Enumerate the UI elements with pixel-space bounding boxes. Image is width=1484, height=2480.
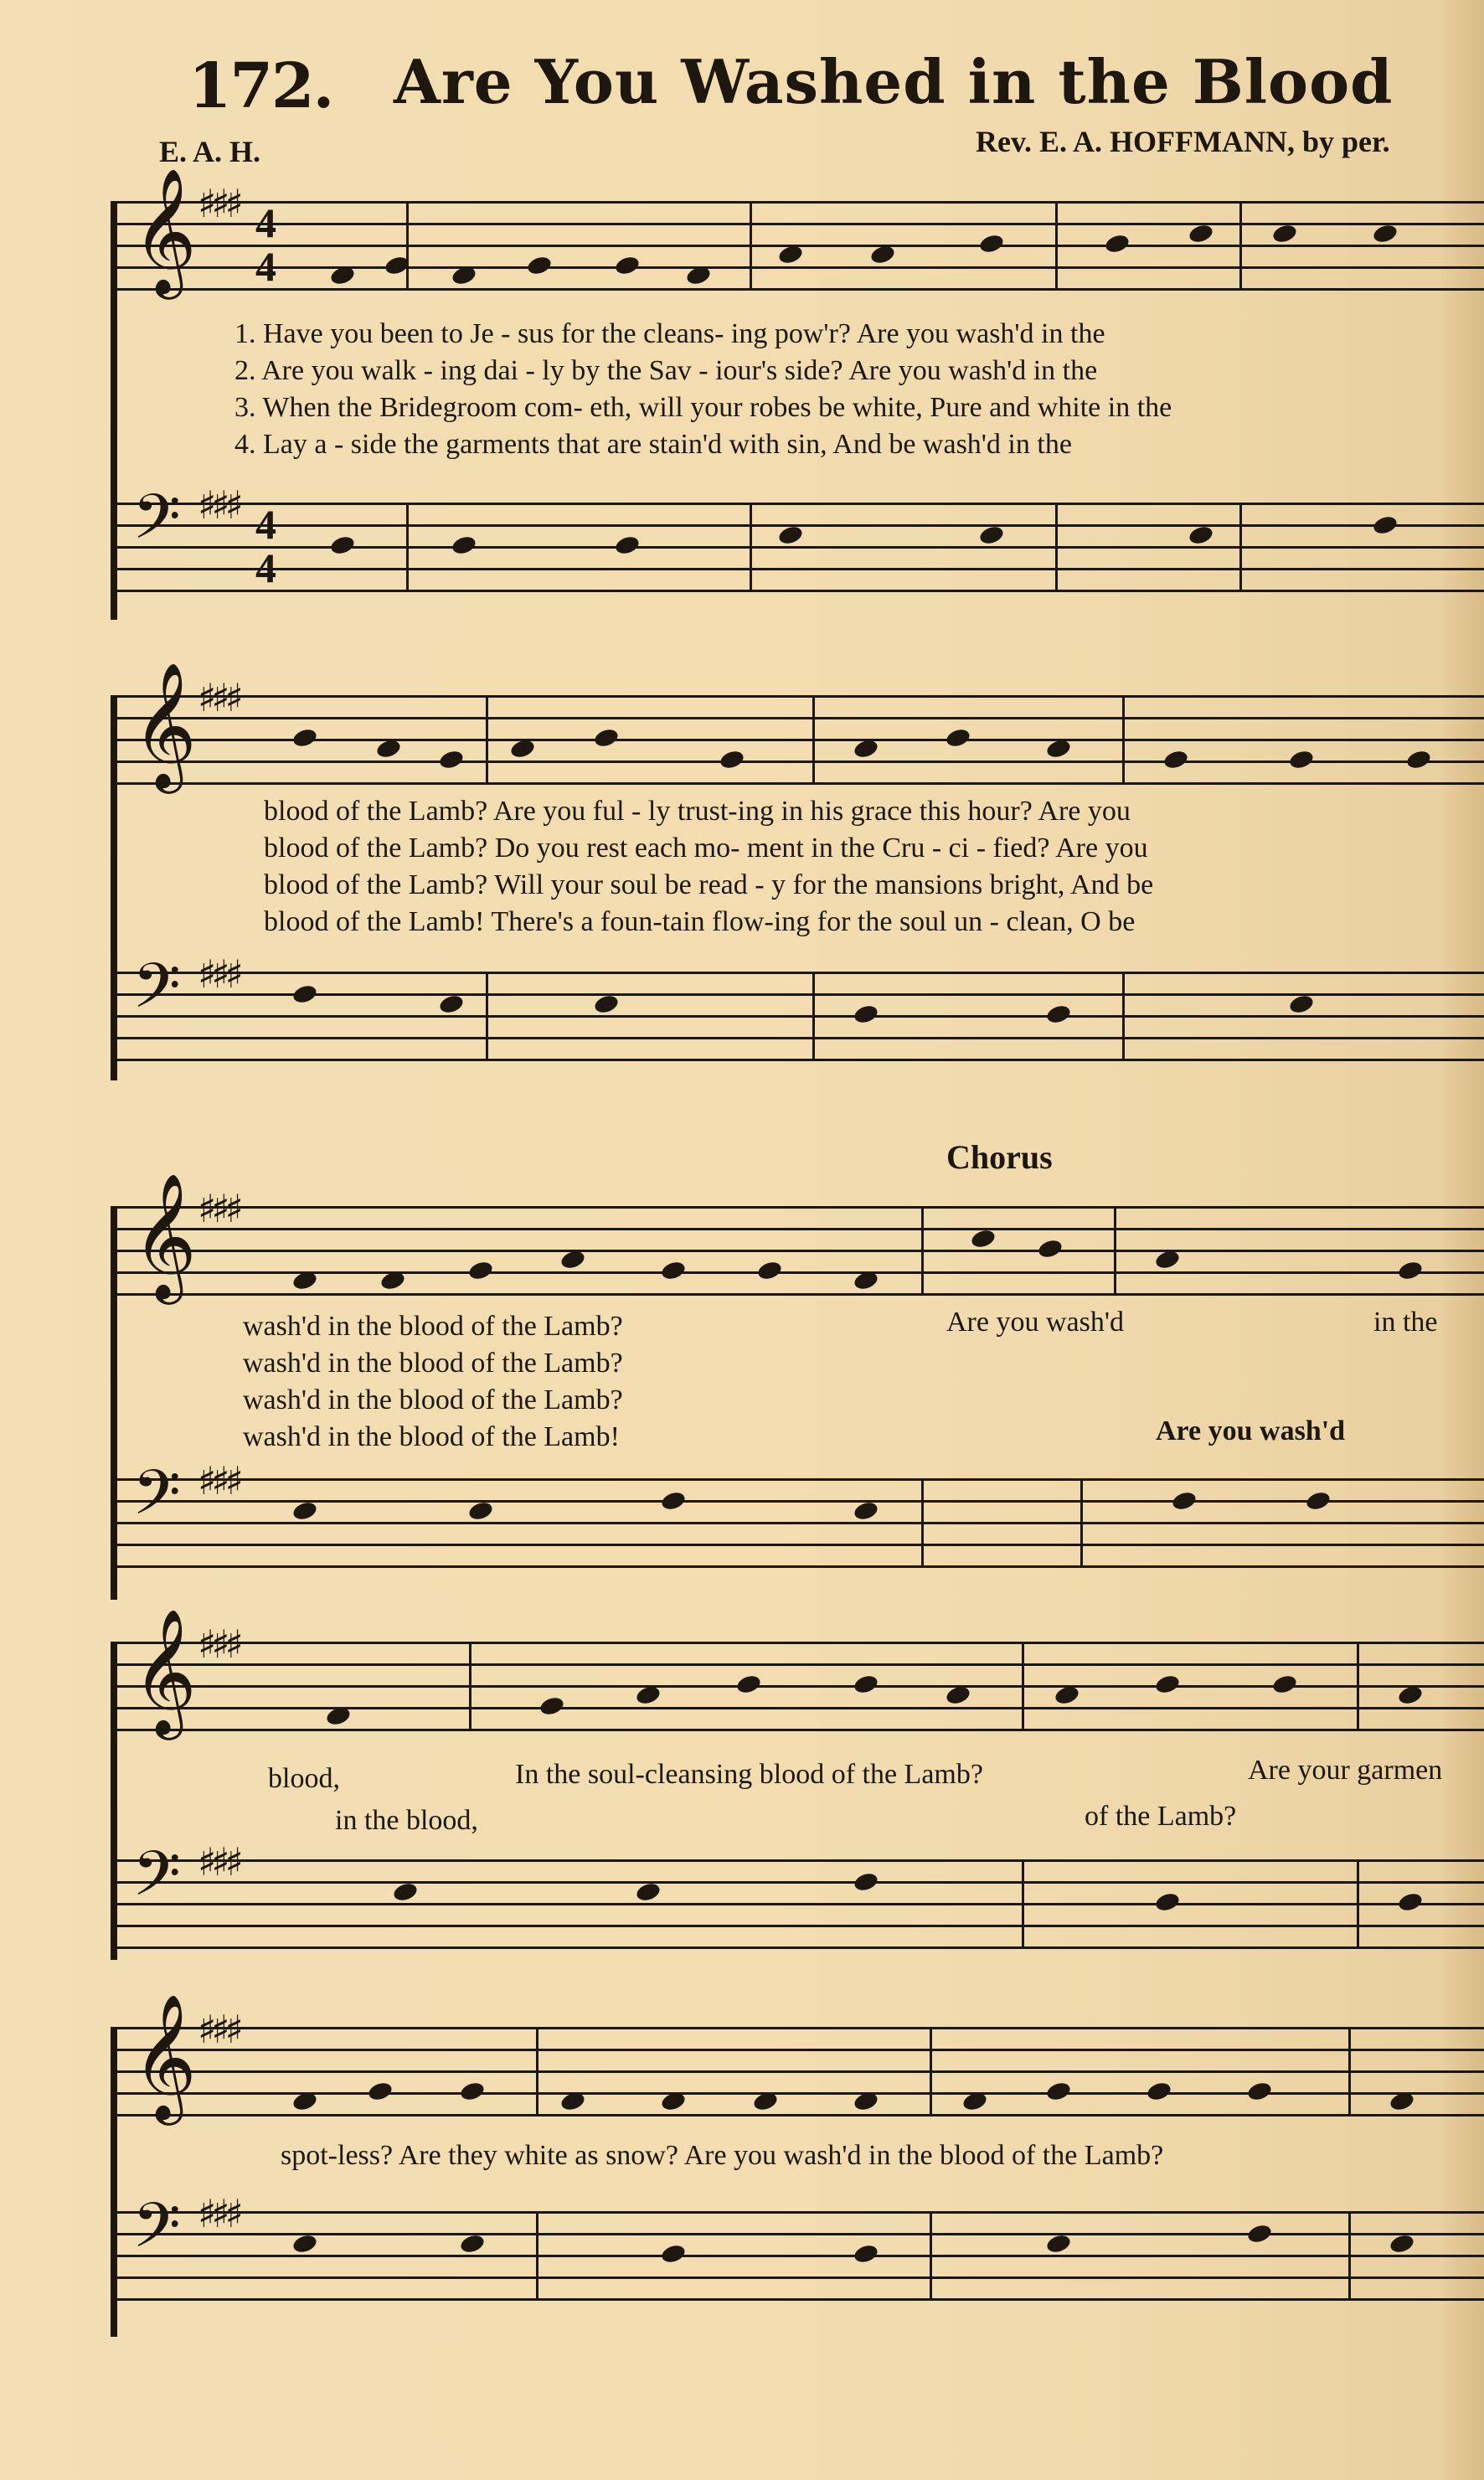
note-icon bbox=[1154, 1673, 1181, 1695]
verse-line: 2. Are you walk - ing dai - ly by the Sav - iour's side? Are you wash'd in the bbox=[234, 355, 1098, 386]
barline bbox=[1080, 1478, 1083, 1568]
barline bbox=[1122, 695, 1125, 785]
title-row bbox=[188, 42, 1434, 126]
note-icon bbox=[1171, 1490, 1198, 1512]
barline bbox=[1239, 201, 1242, 291]
note-icon bbox=[1037, 1238, 1064, 1260]
chorus-lyric: blood, bbox=[268, 1763, 340, 1794]
note-icon bbox=[1271, 223, 1298, 245]
barline bbox=[921, 1478, 924, 1568]
system-bracket bbox=[111, 1206, 117, 1600]
key-signature-icon: ♯♯♯ bbox=[198, 2191, 239, 2236]
note-icon bbox=[538, 1695, 565, 1717]
barline bbox=[1348, 2211, 1351, 2301]
chorus-lyric: Are your garmen bbox=[1248, 1755, 1443, 1786]
bass-clef-icon: 𝄢 bbox=[132, 2189, 181, 2277]
note-icon bbox=[685, 265, 712, 286]
barline bbox=[536, 2027, 538, 2117]
chorus-upper-lyric-end: in the bbox=[1373, 1307, 1438, 1338]
note-icon bbox=[614, 534, 641, 556]
note-icon bbox=[1305, 1490, 1332, 1512]
barline bbox=[536, 2211, 538, 2301]
verse-lyrics bbox=[117, 796, 1484, 943]
barline bbox=[406, 201, 409, 291]
hymn-number: 172. bbox=[188, 50, 333, 122]
bass-staff bbox=[117, 481, 1484, 595]
note-icon bbox=[1162, 749, 1189, 771]
note-icon bbox=[1045, 2233, 1072, 2255]
barline bbox=[1055, 503, 1058, 592]
note-icon bbox=[438, 993, 465, 1015]
barline bbox=[1239, 503, 1242, 592]
verse-line: 3. When the Bridegroom com- eth, will your robes be white, Pure and white in the bbox=[234, 392, 1172, 423]
note-icon bbox=[291, 1270, 318, 1292]
note-icon bbox=[1045, 738, 1072, 760]
verse-line: 4. Lay a - side the garments that are stain'd with sin, And be wash'd in the bbox=[234, 429, 1072, 460]
chorus-lyric: of the Lamb? bbox=[1085, 1801, 1237, 1832]
note-icon bbox=[1288, 749, 1315, 771]
note-icon bbox=[777, 524, 804, 546]
verse-line: wash'd in the blood of the Lamb! bbox=[243, 1421, 620, 1452]
note-icon bbox=[853, 2091, 879, 2112]
note-icon bbox=[1372, 514, 1399, 536]
note-icon bbox=[660, 1260, 687, 1281]
chorus-lyric: In the soul-cleansing blood of the Lamb? bbox=[515, 1759, 983, 1790]
bass-staff bbox=[117, 1838, 1484, 1952]
bass-clef-icon: 𝄢 bbox=[132, 481, 181, 569]
note-icon bbox=[853, 1500, 879, 1522]
note-icon bbox=[459, 2233, 486, 2255]
key-signature-icon: ♯♯♯ bbox=[198, 1458, 239, 1503]
note-icon bbox=[660, 2243, 687, 2265]
note-icon bbox=[291, 2233, 318, 2255]
bass-staff bbox=[117, 1457, 1484, 1570]
barline bbox=[1357, 1642, 1359, 1731]
bass-clef-icon: 𝄢 bbox=[132, 950, 181, 1038]
treble-clef-icon: 𝄞 bbox=[132, 167, 197, 294]
verse-line: wash'd in the blood of the Lamb? bbox=[243, 1311, 623, 1342]
note-icon bbox=[719, 749, 745, 771]
note-icon bbox=[660, 2091, 687, 2112]
note-icon bbox=[291, 727, 318, 749]
note-icon bbox=[970, 1228, 997, 1250]
verse-line: blood of the Lamb? Will your soul be read - y for the mansions bright, And be bbox=[264, 869, 1154, 900]
bass-staff bbox=[117, 950, 1484, 1064]
note-icon bbox=[945, 727, 971, 749]
note-icon bbox=[1188, 223, 1214, 245]
note-icon bbox=[752, 2091, 779, 2112]
barline bbox=[486, 972, 488, 1061]
note-icon bbox=[392, 1881, 419, 1903]
note-icon bbox=[459, 2080, 486, 2102]
note-icon bbox=[635, 1684, 662, 1706]
note-icon bbox=[978, 524, 1005, 546]
barline bbox=[406, 503, 409, 592]
key-signature-icon: ♯♯♯ bbox=[198, 2007, 239, 2052]
note-icon bbox=[1146, 2080, 1172, 2102]
treble-staff bbox=[117, 167, 1484, 294]
note-icon bbox=[438, 749, 465, 771]
bass-clef-icon: 𝄢 bbox=[132, 1457, 181, 1544]
treble-staff bbox=[117, 1993, 1484, 2120]
note-icon bbox=[467, 1260, 494, 1281]
key-signature-icon: ♯♯♯ bbox=[198, 1622, 239, 1667]
note-icon bbox=[853, 2243, 879, 2265]
key-signature-icon: ♯♯♯ bbox=[198, 675, 239, 720]
system-bracket bbox=[111, 201, 117, 620]
note-icon bbox=[1372, 223, 1399, 245]
barline bbox=[812, 972, 815, 1061]
note-icon bbox=[614, 255, 641, 276]
note-icon bbox=[1246, 2223, 1273, 2245]
bass-staff bbox=[117, 2189, 1484, 2303]
note-icon bbox=[509, 738, 536, 760]
treble-staff bbox=[117, 1607, 1484, 1735]
note-icon bbox=[756, 1260, 783, 1281]
key-signature-icon: ♯♯♯ bbox=[198, 951, 239, 997]
note-icon bbox=[1389, 2091, 1415, 2112]
barline bbox=[1357, 1859, 1359, 1949]
note-icon bbox=[1045, 1003, 1072, 1025]
system-bracket bbox=[111, 695, 117, 1080]
note-icon bbox=[660, 1490, 687, 1512]
verse-line: wash'd in the blood of the Lamb? bbox=[243, 1384, 623, 1415]
barline bbox=[469, 1642, 471, 1731]
note-icon bbox=[1188, 524, 1214, 546]
note-icon bbox=[325, 1705, 352, 1727]
note-icon bbox=[367, 2080, 394, 2102]
chorus-lyric: spot-less? Are they white as snow? Are you wash'd in the blood of the Lamb? bbox=[281, 2140, 1164, 2171]
note-icon bbox=[593, 727, 620, 749]
verse-line: blood of the Lamb! There's a foun-tain flow-ing for the soul un - clean, O be bbox=[264, 906, 1136, 937]
note-icon bbox=[853, 1871, 879, 1893]
key-signature-icon: ♯♯♯ bbox=[198, 181, 239, 226]
note-icon bbox=[1154, 1891, 1181, 1913]
verse-line: blood of the Lamb? Do you rest each mo- ment in the Cru - ci - fied? Are you bbox=[264, 833, 1148, 864]
key-signature-icon: ♯♯♯ bbox=[198, 1186, 239, 1231]
barline bbox=[930, 2211, 932, 2301]
verse-lyrics bbox=[117, 318, 1484, 466]
time-signature-icon: 4 4 bbox=[255, 199, 276, 290]
author-credit: Rev. E. A. HOFFMANN, by per. bbox=[976, 125, 1390, 158]
treble-clef-icon: 𝄞 bbox=[132, 661, 197, 788]
key-signature-icon: ♯♯♯ bbox=[198, 482, 239, 528]
chorus-upper-lyric: Are you wash'd bbox=[946, 1307, 1124, 1338]
note-icon bbox=[1405, 749, 1432, 771]
note-icon bbox=[1045, 2080, 1072, 2102]
barline bbox=[750, 503, 752, 592]
note-icon bbox=[559, 2091, 586, 2112]
note-icon bbox=[853, 1270, 879, 1292]
note-icon bbox=[1288, 993, 1315, 1015]
barline bbox=[1122, 972, 1125, 1061]
note-icon bbox=[853, 1003, 879, 1025]
barline bbox=[1022, 1642, 1024, 1731]
treble-staff bbox=[117, 1172, 1484, 1299]
treble-clef-icon: 𝄞 bbox=[132, 1993, 197, 2120]
barline bbox=[1348, 2027, 1351, 2117]
note-icon bbox=[869, 244, 896, 266]
chorus-lower-lyric: Are you wash'd bbox=[1156, 1415, 1346, 1446]
note-icon bbox=[853, 1673, 879, 1695]
note-icon bbox=[1271, 1673, 1298, 1695]
note-icon bbox=[291, 983, 318, 1005]
note-icon bbox=[467, 1500, 494, 1522]
barline bbox=[1114, 1206, 1116, 1296]
chorus-label: Chorus bbox=[946, 1138, 1053, 1176]
note-icon bbox=[329, 534, 356, 556]
verse-line: 1. Have you been to Je - sus for the cleans- ing pow'r? Are you wash'd in the bbox=[234, 318, 1105, 349]
verse-line: wash'd in the blood of the Lamb? bbox=[243, 1348, 623, 1379]
note-icon bbox=[777, 244, 804, 266]
barline bbox=[930, 2027, 932, 2117]
note-icon bbox=[451, 265, 477, 286]
verse-line: blood of the Lamb? Are you ful - ly trust-ing in his grace this hour? Are you bbox=[264, 796, 1131, 827]
system-bracket bbox=[111, 2027, 117, 2337]
note-icon bbox=[1154, 1249, 1181, 1271]
note-icon bbox=[291, 2091, 318, 2112]
note-icon bbox=[1104, 233, 1131, 255]
note-icon bbox=[1397, 1260, 1424, 1281]
composer-initials: E. A. H. bbox=[159, 135, 261, 168]
hymn-title: Are You Washed in the Blood bbox=[394, 46, 1394, 117]
barline bbox=[812, 695, 815, 785]
note-icon bbox=[1389, 2233, 1415, 2255]
key-signature-icon: ♯♯♯ bbox=[198, 1839, 239, 1884]
treble-clef-icon: 𝄞 bbox=[132, 1607, 197, 1735]
note-icon bbox=[1054, 1684, 1080, 1706]
barline bbox=[1022, 1859, 1024, 1949]
note-icon bbox=[375, 738, 402, 760]
bass-clef-icon: 𝄢 bbox=[132, 1838, 181, 1926]
system-bracket bbox=[111, 1642, 117, 1960]
note-icon bbox=[1397, 1684, 1424, 1706]
note-icon bbox=[635, 1881, 662, 1903]
barline bbox=[1055, 201, 1058, 291]
note-icon bbox=[1397, 1891, 1424, 1913]
note-icon bbox=[329, 265, 356, 286]
note-icon bbox=[451, 534, 477, 556]
barline bbox=[486, 695, 488, 785]
barline bbox=[921, 1206, 924, 1296]
note-icon bbox=[593, 993, 620, 1015]
note-icon bbox=[1246, 2080, 1273, 2102]
note-icon bbox=[853, 738, 879, 760]
time-signature-icon: 4 4 bbox=[255, 501, 276, 591]
note-icon bbox=[735, 1673, 762, 1695]
note-icon bbox=[291, 1500, 318, 1522]
note-icon bbox=[961, 2091, 988, 2112]
barline bbox=[750, 201, 752, 291]
note-icon bbox=[978, 233, 1005, 255]
note-icon bbox=[379, 1270, 406, 1292]
note-icon bbox=[526, 255, 553, 276]
note-icon bbox=[945, 1684, 971, 1706]
treble-staff bbox=[117, 661, 1484, 788]
note-icon bbox=[559, 1249, 586, 1271]
treble-clef-icon: 𝄞 bbox=[132, 1172, 197, 1299]
chorus-lyric: in the blood, bbox=[335, 1805, 478, 1836]
